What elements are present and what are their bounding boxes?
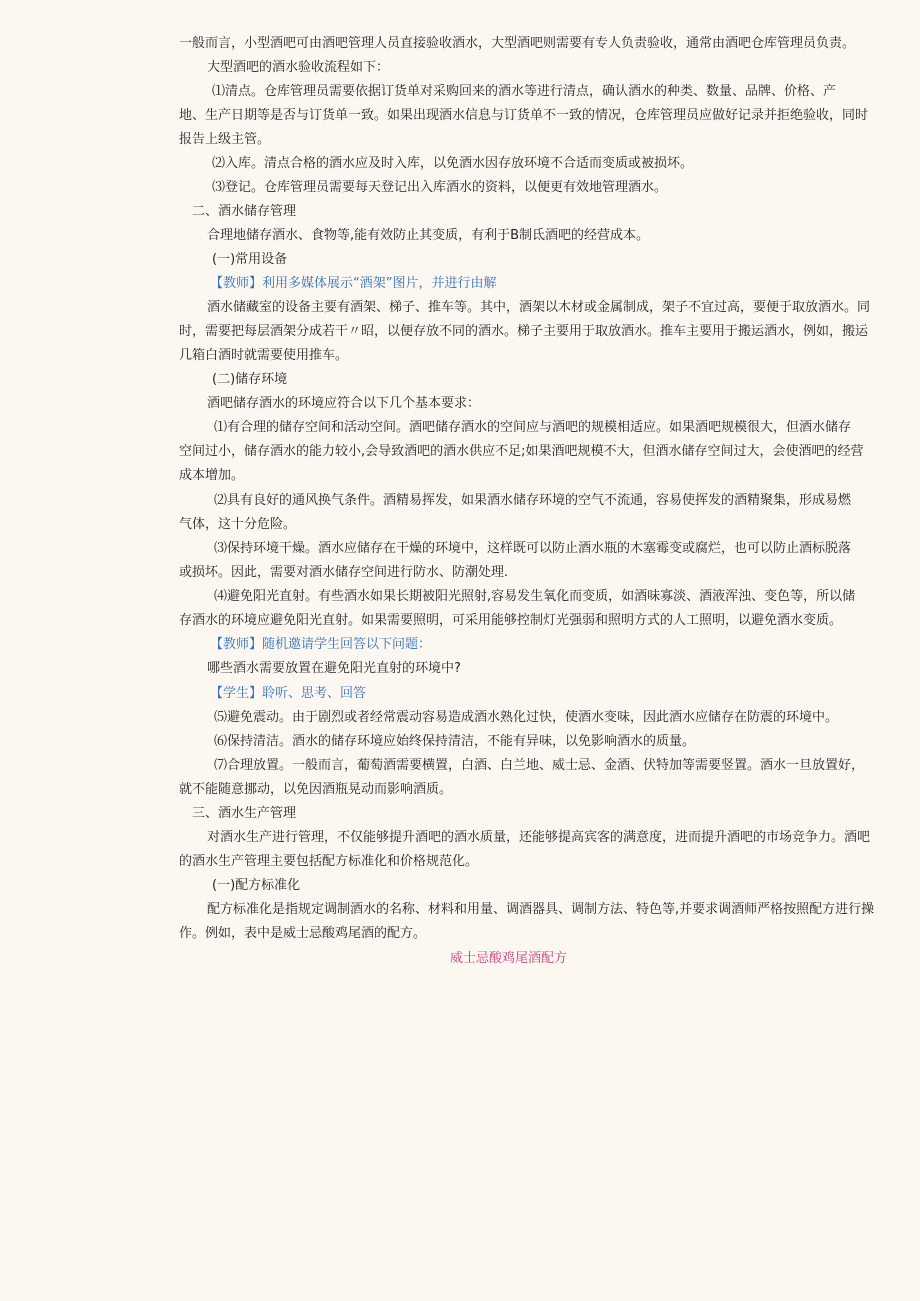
paragraph-line: 酒水储藏室的设备主要有酒架、梯子、推车等。其中，酒架以木材或金属制成，架子不宜过高，要便于取放酒水。同 (207, 300, 871, 315)
list-item-line: 地、生产日期等是否与订货单一致。如果出现酒水信息与订货单不一致的情况，仓库管理员应做好记录并拒绝验收，同时 (179, 108, 869, 123)
student-note: 【学生】聆听、思考、回答 (210, 686, 367, 701)
list-item-line: ⑺合理放置。一般而言，葡萄酒需要横置，白酒、白兰地、威士忌、金酒、伏特加等需要竖置。酒水一旦放置好， (214, 758, 865, 773)
subsection-heading: (二)储存环境 (212, 372, 288, 387)
list-item-line: ⑶保持环境干燥。酒水应储存在干燥的环境中，这样既可以防止酒水瓶的木塞霉变或腐烂，也可以防止酒标脱落 (214, 541, 852, 556)
section-heading: 二、酒水储存管理 (192, 204, 297, 219)
list-item-line: ⑸避免震动。由于剧烈或者经常震动容易造成酒水熟化过快，使酒水变味，因此酒水应储存在防震的环境中。 (214, 710, 839, 725)
section-heading: 三、酒水生产管理 (192, 806, 297, 821)
paragraph-line: 几箱白酒时就需要使用推车。 (179, 348, 349, 363)
list-item-line: 或损坏。因此，需要对酒水储存空间进行防水、防潮处理. (179, 565, 509, 580)
list-item-line: 存酒水的环境应避免阳光直射。如果需要照明，可采用能够控制灯光强弱和照明方式的人工照明，以避免酒水变质。 (179, 613, 843, 628)
list-item-line: 成本增加。 (179, 468, 245, 483)
list-item-line: 气体，这十分危险。 (179, 517, 297, 532)
question-line: 哪些酒水需要放置在避免阳光直射的环境中? (207, 661, 461, 676)
list-item-line: ⑵入库。清点合格的酒水应及时入库，以免酒水因存放环境不合适而变质或被损坏。 (212, 156, 694, 171)
paragraph-line: 合理地储存酒水、食物等,能有效防止其变质，有利于B制氐酒吧的经营成本。 (207, 228, 650, 243)
paragraph-line: 一般而言，小型酒吧可由酒吧管理人员直接验收酒水，大型酒吧则需要有专人负责验收，通常由酒吧仓库管理员负责。 (179, 36, 856, 51)
table-caption: 威士忌酸鸡尾酒配方 (450, 951, 568, 966)
teacher-note: 【教师】利用多媒体展示“酒架”图片，并进行由解 (210, 276, 497, 291)
list-item-line: ⑵具有良好的通风换气条件。酒精易挥发，如果酒水储存环境的空气不流通，容易使挥发的酒精聚集，形成易燃 (214, 493, 852, 508)
paragraph-line: 的酒水生产管理主要包括配方标准化和价格规范化。 (179, 854, 479, 869)
subsection-heading: (一)常用设备 (212, 252, 288, 267)
paragraph-line: 酒吧储存酒水的环境应符合以下几个基本要求： (207, 396, 481, 411)
list-item-line: ⑹保持清洁。酒水的储存环境应始终保持清洁，不能有异味，以免影响酒水的质量。 (214, 734, 696, 749)
list-item-line: 空间过小，储存酒水的能力较小,会导致酒吧的酒水供应不足;如果酒吧规模不大，但酒水储存空间过大，会使酒吧的经营 (179, 444, 864, 459)
paragraph-line: 对酒水生产进行管理，不仅能够提升酒吧的酒水质量，还能够提高宾客的满意度，进而提升酒吧的市场竞争力。酒吧 (207, 830, 871, 845)
list-item-line: 报告上级主管。 (179, 132, 271, 147)
list-item-line: ⑷避免阳光直射。有些酒水如果长期被阳光照射,容易发生氧化而变质，如酒味寡淡、酒液浑浊、变色等，所以储 (214, 589, 856, 604)
paragraph-line: 配方标准化是指规定调制酒水的名称、材料和用量、调酒器具、调制方法、特色等,并要求调酒师严格按照配方进行操 (207, 902, 875, 917)
teacher-note: 【教师】随机邀请学生回答以下问题： (210, 637, 432, 652)
paragraph-line: 大型酒吧的酒水验收流程如下： (207, 60, 390, 75)
list-item-line: ⑴有合理的储存空间和活动空间。酒吧储存酒水的空间应与酒吧的规模相适应。如果酒吧规模很大，但酒水储存 (214, 420, 852, 435)
paragraph-line: 时，需要把每层酒架分成若干〃昭，以便存放不同的酒水。梯子主要用于取放酒水。推车主要用于搬运酒水，例如，搬运 (179, 324, 869, 339)
list-item-line: 就不能随意挪动，以免因酒瓶晃动而影响酒质。 (179, 782, 453, 797)
list-item-line: ⑴清点。仓库管理员需要依据订货单对采购回来的酒水等进行清点，确认酒水的种类、数量、品牌、价格、产 (212, 84, 837, 99)
list-item-line: ⑶登记。仓库管理员需要每天登记出入库酒水的资料，以便更有效地管理酒水。 (212, 180, 668, 195)
paragraph-line: 作。例如，表中是威士忌酸鸡尾酒的配方。 (179, 926, 427, 941)
subsection-heading: (一)配方标准化 (212, 878, 301, 893)
